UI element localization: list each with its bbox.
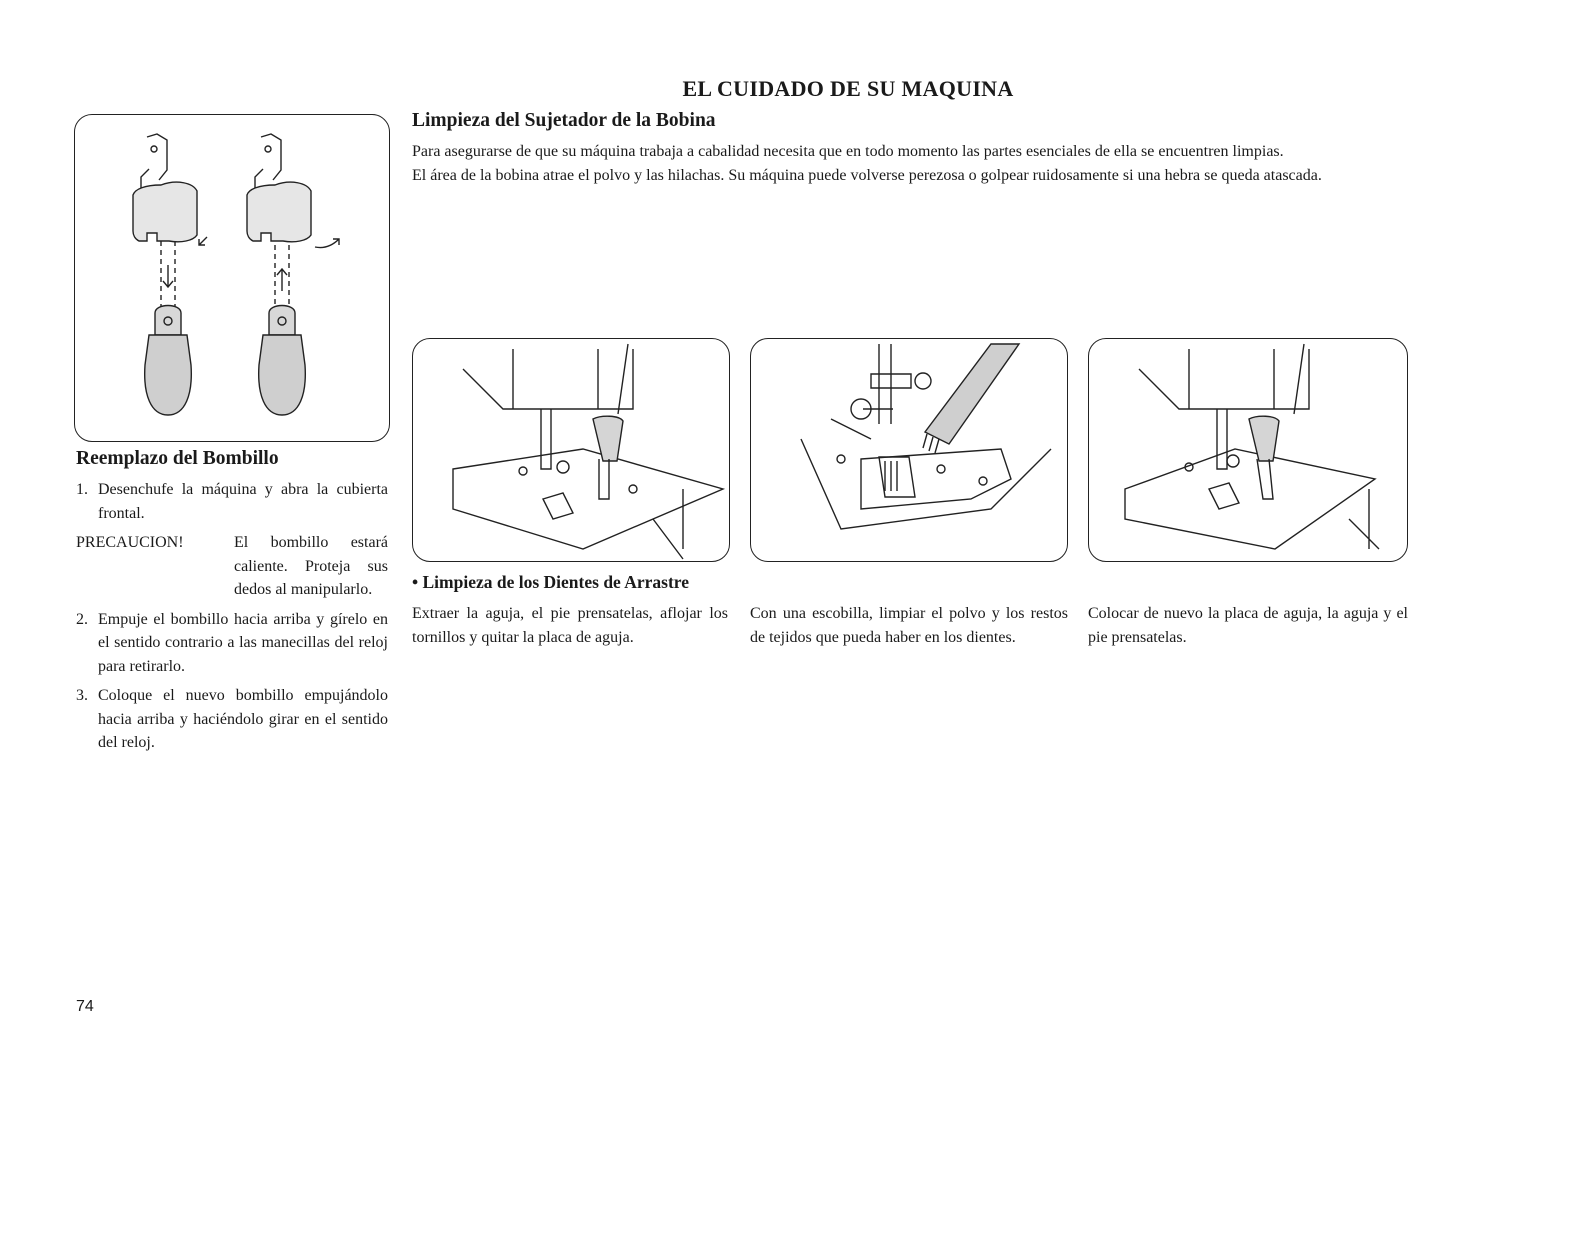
caution-label: PRECAUCION! (76, 534, 184, 551)
caution-text: El bombillo estará caliente. Proteja sus dedos al manipularlo. (234, 534, 388, 598)
feed-dog-caption-3: Colocar de nuevo la placa de aguja, la aguja y el pie prensatelas. (1088, 605, 1408, 646)
feed-dog-illustration-2 (750, 338, 1068, 562)
step-text: Coloque el nuevo bombillo empujándolo hacia arriba y haciéndolo girar en el sentido del reloj. (98, 687, 388, 751)
bulb-step (76, 684, 388, 755)
step-number: 2. (76, 610, 88, 628)
bulb-step (76, 608, 388, 679)
bulb-illustration (74, 114, 390, 442)
step-text: Empuje el bombillo hacia arriba y gírelo en el sentido contrario a las manecillas del reloj para retirarlo. (98, 610, 388, 675)
bobbin-paragraph-1: Para asegurarse de que su máquina trabaja a cabalidad necesita que en todo momento las partes esenciales de ella se encuentren limpias. (412, 143, 1284, 160)
bobbin-paragraph-2: El área de la bobina atrae el polvo y las hilachas. Su máquina puede volverse perezosa o golpear ruidosamente si una hebra se queda atascada. (412, 167, 1322, 184)
bulb-section-heading: Reemplazo del Bombillo (76, 448, 279, 469)
feed-dog-illustration-3 (1088, 338, 1408, 562)
bobbin-section-text (412, 140, 1410, 188)
page-title: EL CUIDADO DE SU MAQUINA (682, 76, 1014, 101)
feed-dog-illustration-1 (412, 338, 730, 562)
bobbin-section-heading: Limpieza del Sujetador de la Bobina (412, 110, 716, 131)
feed-dog-caption-1: Extraer la aguja, el pie prensatelas, aflojar los tornillos y quitar la placa de aguja. (412, 605, 728, 646)
caution-note (76, 531, 388, 602)
step-number: 1. (76, 481, 88, 498)
feed-dog-caption-2: Con una escobilla, limpiar el polvo y los restos de tejidos que pueda haber en los dientes. (750, 605, 1068, 646)
step-number: 3. (76, 687, 88, 704)
feed-dog-heading: • Limpieza de los Dientes de Arrastre (412, 572, 690, 592)
bulb-step (76, 478, 388, 525)
page-number: 74 (76, 998, 94, 1015)
bulb-steps (76, 478, 388, 761)
step-text: Desenchufe la máquina y abra la cubierta frontal. (98, 481, 388, 522)
